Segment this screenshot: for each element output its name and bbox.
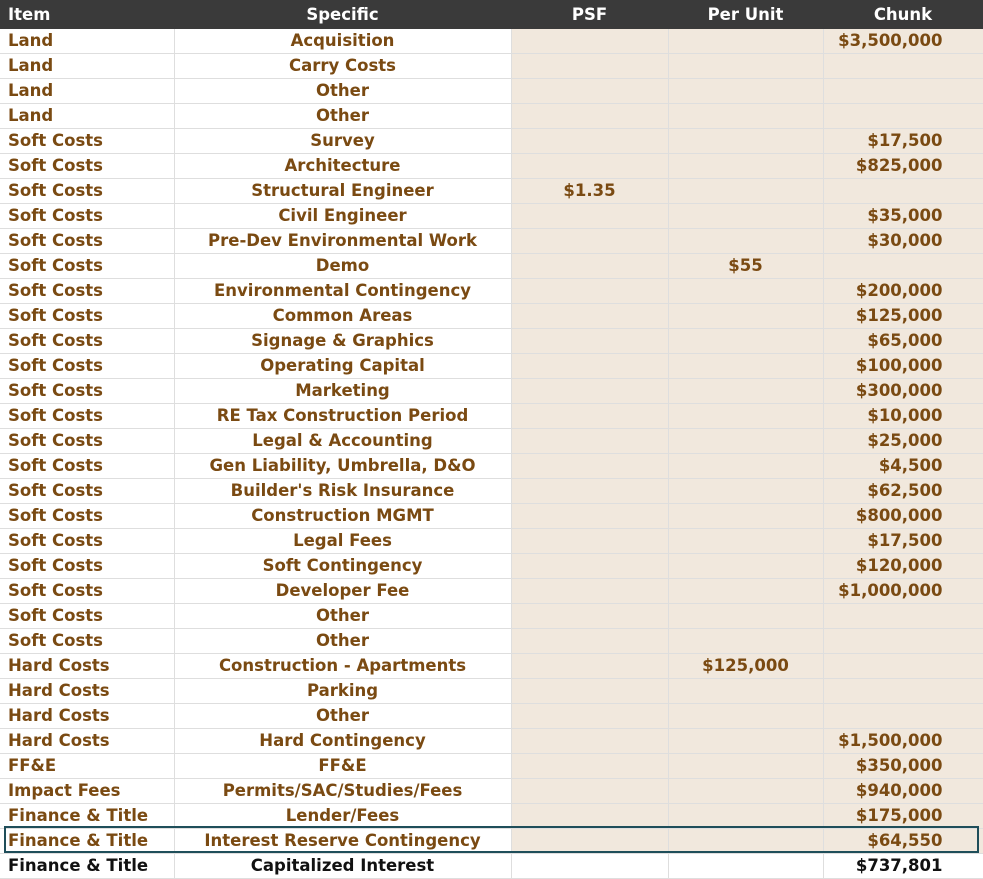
cell-per-unit[interactable] — [668, 729, 823, 754]
cell-per-unit[interactable] — [668, 429, 823, 454]
table-row — [0, 404, 983, 429]
cell-per-unit[interactable] — [668, 79, 823, 104]
cell-psf[interactable] — [511, 804, 668, 829]
cell-per-unit[interactable] — [668, 554, 823, 579]
table-row — [0, 154, 983, 179]
table-row — [0, 654, 983, 679]
table-row — [0, 529, 983, 554]
cell-per-unit[interactable] — [668, 104, 823, 129]
cell-specific[interactable]: Survey — [174, 129, 511, 154]
cell-specific[interactable]: Interest Reserve Contingency — [174, 829, 511, 854]
cell-per-unit[interactable] — [668, 179, 823, 204]
cell-chunk[interactable]: $1,500,000 — [823, 729, 983, 754]
cell-psf[interactable] — [511, 404, 668, 429]
cell-per-unit[interactable] — [668, 629, 823, 654]
cell-item[interactable]: Soft Costs — [0, 604, 174, 629]
cell-psf[interactable] — [511, 129, 668, 154]
cell-specific[interactable]: Parking — [174, 679, 511, 704]
cell-per-unit[interactable] — [668, 504, 823, 529]
cell-specific[interactable]: Other — [174, 629, 511, 654]
cell-psf[interactable] — [511, 729, 668, 754]
cell-per-unit[interactable] — [668, 479, 823, 504]
cell-item[interactable]: Land — [0, 104, 174, 129]
cell-psf[interactable] — [511, 229, 668, 254]
cell-chunk[interactable]: $17,500 — [823, 129, 983, 154]
cell-per-unit[interactable] — [668, 329, 823, 354]
table-row — [0, 729, 983, 754]
cell-specific[interactable]: Structural Engineer — [174, 179, 511, 204]
cell-psf[interactable] — [511, 654, 668, 679]
table-row — [0, 229, 983, 254]
cell-specific[interactable]: Signage & Graphics — [174, 329, 511, 354]
cell-psf[interactable] — [511, 529, 668, 554]
cell-item[interactable]: Land — [0, 54, 174, 79]
table-row — [0, 754, 983, 779]
cell-specific[interactable]: Permits/SAC/Studies/Fees — [174, 779, 511, 804]
cell-item[interactable]: Soft Costs — [0, 204, 174, 229]
cell-psf[interactable] — [511, 279, 668, 304]
cell-chunk[interactable]: $25,000 — [823, 429, 983, 454]
cell-chunk[interactable]: $100,000 — [823, 354, 983, 379]
cell-item[interactable]: Impact Fees — [0, 779, 174, 804]
cell-specific[interactable]: Environmental Contingency — [174, 279, 511, 304]
cell-specific[interactable]: Demo — [174, 254, 511, 279]
column-header-chunk[interactable]: Chunk — [823, 0, 983, 29]
cell-item[interactable]: Soft Costs — [0, 254, 174, 279]
table-row — [0, 79, 983, 104]
cell-per-unit[interactable] — [668, 754, 823, 779]
cell-specific[interactable]: RE Tax Construction Period — [174, 404, 511, 429]
cell-per-unit[interactable] — [668, 54, 823, 79]
cell-psf[interactable] — [511, 779, 668, 804]
cell-chunk[interactable]: $175,000 — [823, 804, 983, 829]
cell-specific[interactable]: Gen Liability, Umbrella, D&O — [174, 454, 511, 479]
table-row — [0, 579, 983, 604]
cell-psf[interactable]: $1.35 — [511, 179, 668, 204]
cell-per-unit[interactable] — [668, 229, 823, 254]
cell-specific[interactable]: Soft Contingency — [174, 554, 511, 579]
cell-item[interactable]: Soft Costs — [0, 529, 174, 554]
cell-per-unit[interactable] — [668, 804, 823, 829]
cell-psf[interactable] — [511, 854, 668, 879]
cell-per-unit[interactable] — [668, 679, 823, 704]
table-row — [0, 604, 983, 629]
cell-per-unit[interactable] — [668, 579, 823, 604]
table-row — [0, 129, 983, 154]
table-row — [0, 454, 983, 479]
cell-specific[interactable]: Pre-Dev Environmental Work — [174, 229, 511, 254]
column-header-item[interactable]: Item — [0, 0, 174, 29]
cell-chunk[interactable] — [823, 79, 983, 104]
cell-chunk[interactable] — [823, 629, 983, 654]
table-row — [0, 679, 983, 704]
column-header-psf[interactable]: PSF — [511, 0, 668, 29]
cell-specific[interactable]: Construction - Apartments — [174, 654, 511, 679]
column-header-specific[interactable]: Specific — [174, 0, 511, 29]
cell-chunk[interactable] — [823, 654, 983, 679]
cell-specific[interactable]: Other — [174, 79, 511, 104]
header-row — [0, 0, 983, 29]
cell-chunk[interactable]: $64,550 — [823, 829, 983, 854]
cell-specific[interactable]: Hard Contingency — [174, 729, 511, 754]
cell-per-unit[interactable] — [668, 704, 823, 729]
cell-item[interactable]: Soft Costs — [0, 179, 174, 204]
cell-per-unit[interactable] — [668, 454, 823, 479]
cell-psf[interactable] — [511, 579, 668, 604]
cell-chunk[interactable]: $350,000 — [823, 754, 983, 779]
cell-item[interactable]: Soft Costs — [0, 329, 174, 354]
cell-specific[interactable]: Lender/Fees — [174, 804, 511, 829]
table-body — [0, 29, 983, 879]
cell-item[interactable]: Soft Costs — [0, 554, 174, 579]
cell-specific[interactable]: Common Areas — [174, 304, 511, 329]
table-row — [0, 704, 983, 729]
cell-item[interactable]: Soft Costs — [0, 129, 174, 154]
cell-item[interactable]: Soft Costs — [0, 279, 174, 304]
cell-per-unit[interactable] — [668, 379, 823, 404]
cell-item[interactable]: Soft Costs — [0, 154, 174, 179]
table-row — [0, 204, 983, 229]
cell-chunk[interactable]: $737,801 — [823, 854, 983, 879]
cell-specific[interactable]: Civil Engineer — [174, 204, 511, 229]
cell-item[interactable]: Hard Costs — [0, 729, 174, 754]
cell-per-unit[interactable] — [668, 129, 823, 154]
cell-chunk[interactable]: $17,500 — [823, 529, 983, 554]
cell-psf[interactable] — [511, 154, 668, 179]
cell-specific[interactable]: Operating Capital — [174, 354, 511, 379]
cell-per-unit[interactable] — [668, 304, 823, 329]
cell-psf[interactable] — [511, 429, 668, 454]
cell-psf[interactable] — [511, 454, 668, 479]
table-row — [0, 329, 983, 354]
cell-psf[interactable] — [511, 29, 668, 54]
cell-chunk[interactable] — [823, 679, 983, 704]
cell-psf[interactable] — [511, 204, 668, 229]
cell-item[interactable]: Hard Costs — [0, 679, 174, 704]
cell-per-unit[interactable] — [668, 279, 823, 304]
cell-specific[interactable]: Developer Fee — [174, 579, 511, 604]
cell-specific[interactable]: Other — [174, 704, 511, 729]
cell-psf[interactable] — [511, 354, 668, 379]
cell-specific[interactable]: Builder's Risk Insurance — [174, 479, 511, 504]
cell-psf[interactable] — [511, 704, 668, 729]
table-row — [0, 804, 983, 829]
cell-chunk[interactable] — [823, 604, 983, 629]
cell-specific[interactable]: Capitalized Interest — [174, 854, 511, 879]
cell-psf[interactable] — [511, 79, 668, 104]
table-row — [0, 829, 983, 854]
cell-psf[interactable] — [511, 504, 668, 529]
cell-psf[interactable] — [511, 479, 668, 504]
cell-item[interactable]: Finance & Title — [0, 829, 174, 854]
cell-specific[interactable]: Acquisition — [174, 29, 511, 54]
cell-psf[interactable] — [511, 629, 668, 654]
cell-per-unit[interactable] — [668, 779, 823, 804]
cell-psf[interactable] — [511, 554, 668, 579]
table-row — [0, 54, 983, 79]
cell-per-unit[interactable] — [668, 404, 823, 429]
column-header-per-unit[interactable]: Per Unit — [668, 0, 823, 29]
cell-chunk[interactable] — [823, 54, 983, 79]
table-row — [0, 504, 983, 529]
cell-chunk[interactable]: $825,000 — [823, 154, 983, 179]
cell-item[interactable]: Soft Costs — [0, 429, 174, 454]
table-row — [0, 854, 983, 879]
cell-chunk[interactable]: $1,000,000 — [823, 579, 983, 604]
cell-specific[interactable]: Marketing — [174, 379, 511, 404]
cell-chunk[interactable] — [823, 254, 983, 279]
cell-per-unit[interactable] — [668, 829, 823, 854]
cell-psf[interactable] — [511, 54, 668, 79]
cell-specific[interactable]: Other — [174, 104, 511, 129]
table-row — [0, 479, 983, 504]
table-row — [0, 254, 983, 279]
cell-chunk[interactable]: $3,500,000 — [823, 29, 983, 54]
cell-item[interactable]: Soft Costs — [0, 304, 174, 329]
cell-psf[interactable] — [511, 329, 668, 354]
cell-per-unit[interactable]: $55 — [668, 254, 823, 279]
cell-psf[interactable] — [511, 254, 668, 279]
cell-item[interactable]: Soft Costs — [0, 229, 174, 254]
cell-chunk[interactable]: $62,500 — [823, 479, 983, 504]
cell-item[interactable]: Soft Costs — [0, 379, 174, 404]
cell-chunk[interactable]: $125,000 — [823, 304, 983, 329]
cell-chunk[interactable]: $940,000 — [823, 779, 983, 804]
table-row — [0, 429, 983, 454]
cell-item[interactable]: Hard Costs — [0, 654, 174, 679]
cell-psf[interactable] — [511, 604, 668, 629]
table-row — [0, 354, 983, 379]
cell-item[interactable]: Soft Costs — [0, 504, 174, 529]
cell-item[interactable]: Finance & Title — [0, 804, 174, 829]
cell-item[interactable]: Finance & Title — [0, 854, 174, 879]
table-row — [0, 179, 983, 204]
cell-per-unit[interactable] — [668, 29, 823, 54]
cell-specific[interactable]: Construction MGMT — [174, 504, 511, 529]
cell-specific[interactable]: FF&E — [174, 754, 511, 779]
cell-psf[interactable] — [511, 379, 668, 404]
cell-per-unit[interactable]: $125,000 — [668, 654, 823, 679]
cell-item[interactable]: Soft Costs — [0, 404, 174, 429]
cell-chunk[interactable]: $10,000 — [823, 404, 983, 429]
cell-chunk[interactable]: $30,000 — [823, 229, 983, 254]
cell-chunk[interactable]: $300,000 — [823, 379, 983, 404]
cell-item[interactable]: Soft Costs — [0, 354, 174, 379]
cell-specific[interactable]: Legal & Accounting — [174, 429, 511, 454]
table-row — [0, 554, 983, 579]
cell-specific[interactable]: Other — [174, 604, 511, 629]
table-row — [0, 629, 983, 654]
table-row — [0, 29, 983, 54]
cell-per-unit[interactable] — [668, 204, 823, 229]
cell-per-unit[interactable] — [668, 529, 823, 554]
cell-specific[interactable]: Architecture — [174, 154, 511, 179]
cell-chunk[interactable]: $800,000 — [823, 504, 983, 529]
cell-per-unit[interactable] — [668, 354, 823, 379]
cell-psf[interactable] — [511, 754, 668, 779]
cell-chunk[interactable]: $120,000 — [823, 554, 983, 579]
cell-item[interactable]: Hard Costs — [0, 704, 174, 729]
cell-specific[interactable]: Legal Fees — [174, 529, 511, 554]
cell-item[interactable]: Soft Costs — [0, 629, 174, 654]
cell-chunk[interactable]: $35,000 — [823, 204, 983, 229]
cell-item[interactable]: Soft Costs — [0, 579, 174, 604]
cell-chunk[interactable] — [823, 704, 983, 729]
cell-psf[interactable] — [511, 829, 668, 854]
table-row — [0, 379, 983, 404]
cell-specific[interactable]: Carry Costs — [174, 54, 511, 79]
cell-item[interactable]: Land — [0, 29, 174, 54]
cell-item[interactable]: FF&E — [0, 754, 174, 779]
cell-chunk[interactable] — [823, 104, 983, 129]
cell-per-unit[interactable] — [668, 854, 823, 879]
table-row — [0, 104, 983, 129]
cell-psf[interactable] — [511, 104, 668, 129]
cell-item[interactable]: Soft Costs — [0, 454, 174, 479]
table-row — [0, 779, 983, 804]
cell-chunk[interactable]: $200,000 — [823, 279, 983, 304]
cell-per-unit[interactable] — [668, 604, 823, 629]
cell-item[interactable]: Land — [0, 79, 174, 104]
cell-psf[interactable] — [511, 304, 668, 329]
table-row — [0, 304, 983, 329]
cell-chunk[interactable] — [823, 179, 983, 204]
cell-psf[interactable] — [511, 679, 668, 704]
cell-per-unit[interactable] — [668, 154, 823, 179]
cell-chunk[interactable]: $65,000 — [823, 329, 983, 354]
cell-item[interactable]: Soft Costs — [0, 479, 174, 504]
table-row — [0, 279, 983, 304]
cell-chunk[interactable]: $4,500 — [823, 454, 983, 479]
